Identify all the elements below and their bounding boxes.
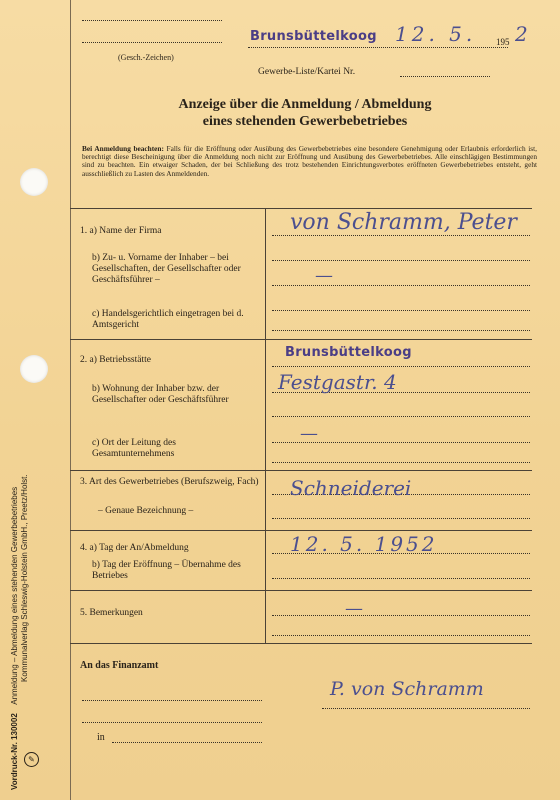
- date-line: [248, 47, 508, 48]
- address-line-1: [82, 700, 262, 701]
- entry-dash-5: —: [345, 598, 363, 619]
- field-5-label: 5. Bemerkungen: [80, 608, 143, 618]
- year-suffix: 2: [515, 22, 528, 46]
- date-handwritten: 12. 5.: [395, 22, 477, 46]
- in-label: in: [97, 732, 105, 743]
- field-3-label: 3. Art des Gewerbetriebes (Berufszweig, Fach): [80, 477, 259, 487]
- field-1c-label: c) Handelsgerichtlich eingetragen bei d. Amtsgericht: [92, 309, 244, 330]
- list-number-line: [400, 76, 490, 77]
- print-number: Vordruck-Nr. 130002: [10, 713, 19, 790]
- entry-line-2c2: [272, 462, 530, 463]
- notice-block: [82, 145, 537, 178]
- field-4a-label: 4. a) Tag der An/Abmeldung: [80, 543, 189, 553]
- ref-line-1: [82, 20, 222, 21]
- signature-line: [322, 708, 530, 709]
- entry-dash-1b: —: [315, 265, 333, 286]
- section-line-3: [70, 470, 532, 471]
- column-divider: [265, 208, 266, 643]
- punch-hole-bottom: [20, 355, 48, 383]
- addressee-label: An das Finanzamt: [80, 660, 159, 671]
- entry-line-5a: [272, 615, 530, 616]
- entry-line-1a: [272, 235, 530, 236]
- list-label: Gewerbe-Liste/Kartei Nr.: [258, 67, 356, 77]
- form-title-line2: eines stehenden Gewerbebetriebes: [202, 114, 408, 129]
- entry-line-4b: [272, 578, 530, 579]
- field-2a-label: 2. a) Betriebsstätte: [80, 355, 151, 365]
- entry-business-type: Schneiderei: [290, 476, 412, 500]
- table-top-line: [70, 208, 532, 209]
- field-3-sublabel: – Genaue Bezeichnung –: [98, 506, 194, 516]
- field-2b-label: b) Wohnung der Inhaber bzw. der Gesellschafter oder Geschäftsführer: [92, 384, 229, 405]
- year-prefix: 195: [496, 37, 510, 47]
- notice-heading: Bei Anmeldung beachten:: [82, 144, 164, 153]
- entry-line-2a: [272, 366, 530, 367]
- entry-line-2b2: [272, 416, 530, 417]
- section-line-2: [70, 339, 532, 340]
- field-1a-label: 1. a) Name der Firma: [80, 226, 162, 236]
- ref-line-2: [82, 42, 222, 43]
- entry-firm-name: von Schramm, Peter: [290, 210, 517, 235]
- notice-text: Falls für die Eröffnung oder Ausübung des Gewerbebetriebes eine besondere Genehmigung oder Erlaubnis erforderlich ist, berechtigt diese Bescheinigung über die Anmeldung noch nicht zur Eröffnung und Ausübung des Gewerbebetriebes. Alle einschlägigen Bestimmungen sind zu beachten. Ein etwaiger Schaden, der bei Schließung des trotz bestehenden Einrichtungsverbotes eröffneten Gewerbebetriebes entsteht, geht ausschließlich zu Lasten des Anmeldenden.: [82, 144, 537, 178]
- entry-line-1c1: [272, 310, 530, 311]
- entry-line-3b: [272, 518, 530, 519]
- betrieb-stamp: Brunsbüttelkoog: [285, 345, 412, 360]
- table-bottom-line: [70, 643, 532, 644]
- section-line-4: [70, 530, 532, 531]
- address-line-2: [82, 722, 262, 723]
- side-print-info: [10, 474, 30, 790]
- field-4b-label: b) Tag der Eröffnung – Übernahme des Betriebes: [92, 560, 241, 581]
- field-1b-label: b) Zu- u. Vorname der Inhaber – bei Gesellschaften, der Gesellschafter oder Geschäftsführer –: [92, 253, 241, 285]
- entry-line-1b2: [272, 285, 530, 286]
- punch-hole-top: [20, 168, 48, 196]
- publisher-logo-icon: ✎: [24, 752, 39, 767]
- entry-date: 12. 5. 1952: [290, 532, 438, 556]
- entry-line-1c2: [272, 330, 530, 331]
- town-stamp: Brunsbüttelkoog: [250, 29, 377, 44]
- entry-line-1b1: [272, 260, 530, 261]
- section-line-5: [70, 590, 532, 591]
- publisher: Kommunalverlag Schleswig-Holstein GmbH., Preetz/Holst.: [20, 474, 29, 682]
- entry-line-5b: [272, 635, 530, 636]
- entry-dash-2c: —: [300, 423, 318, 444]
- reference-label: (Gesch.-Zeichen): [118, 53, 174, 62]
- entry-wohnung: Festgastr. 4: [278, 370, 397, 394]
- form-description: Anmeldung – Abmeldung eines stehenden Gewerbebetriebes: [10, 486, 19, 705]
- signature: P. von Schramm: [330, 678, 484, 700]
- in-line: [112, 742, 262, 743]
- form-title-line1: Anzeige über die Anmeldung / Abmeldung: [178, 97, 432, 112]
- field-2c-label: c) Ort der Leitung des Gesamtunternehmens: [92, 438, 176, 459]
